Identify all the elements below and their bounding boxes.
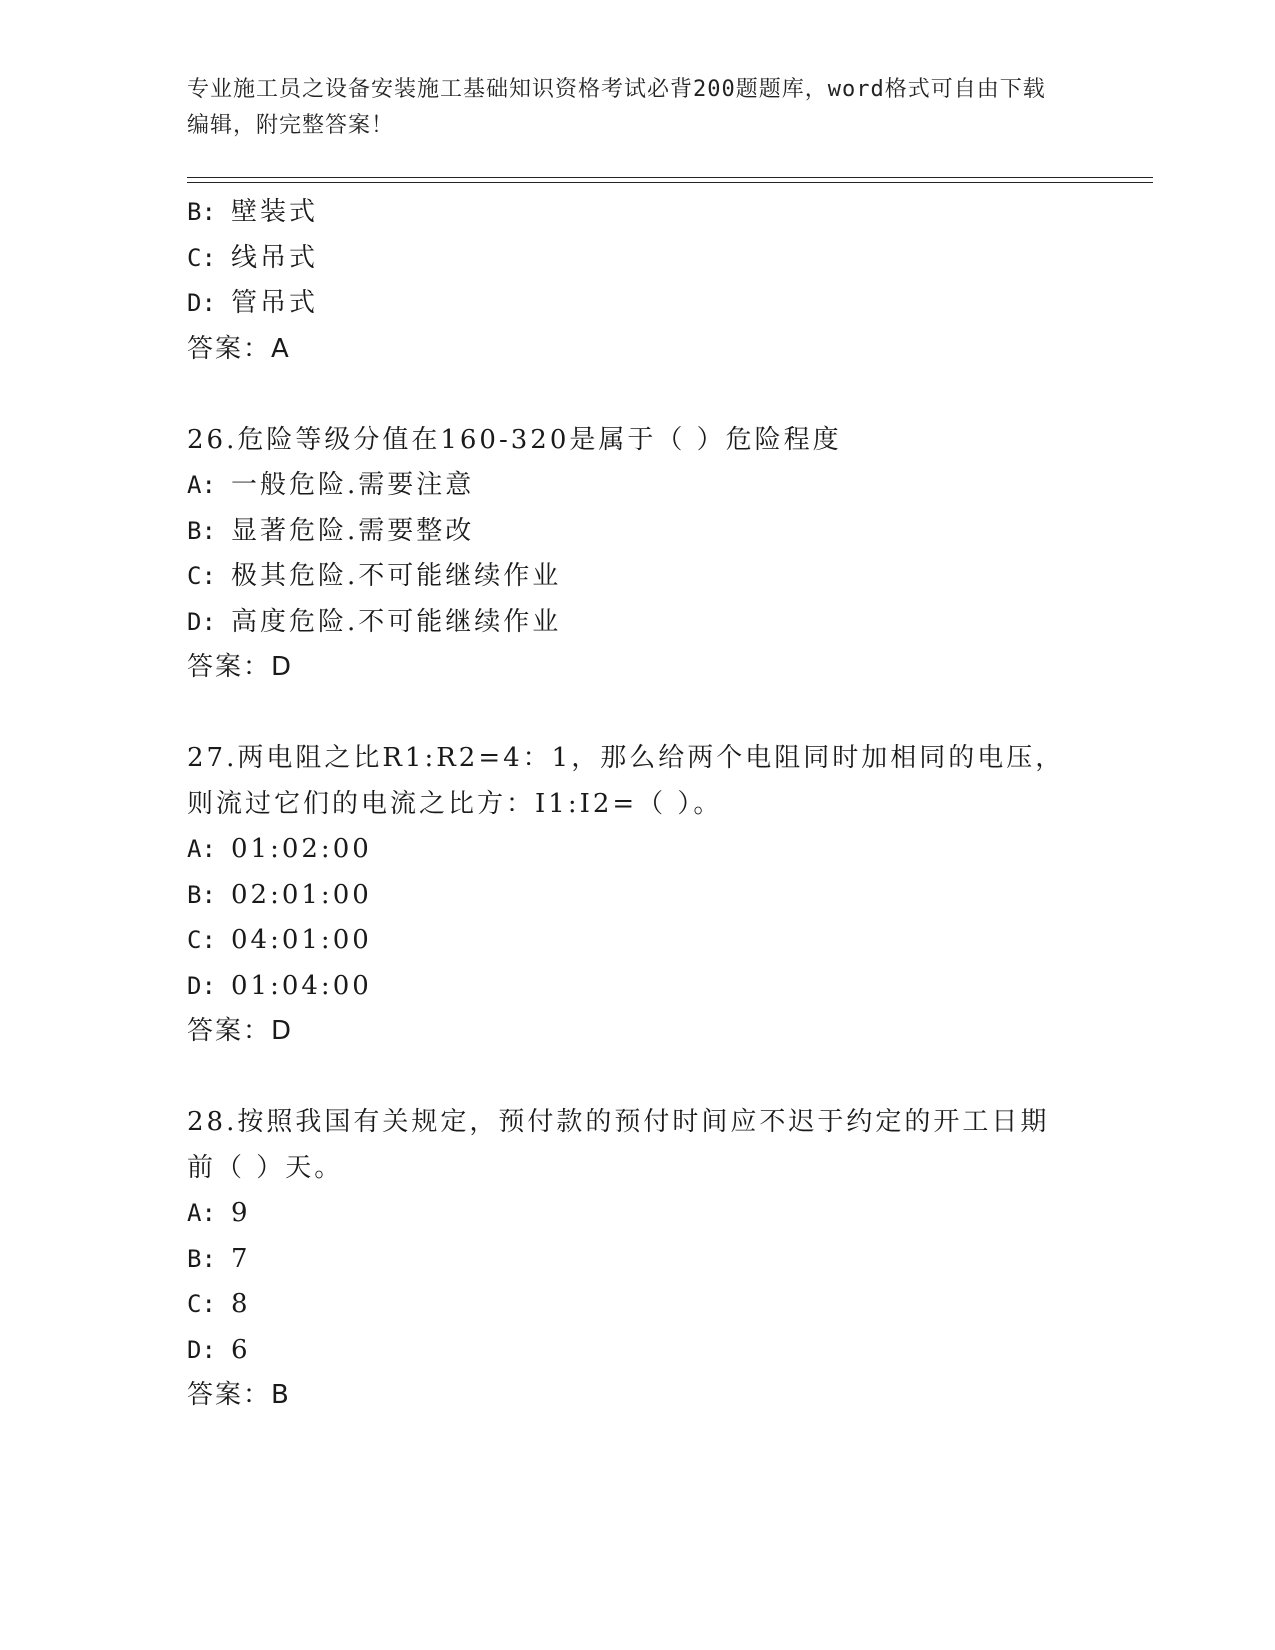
option-text: 8 — [231, 1289, 251, 1319]
option-text: 02:01:00 — [231, 879, 372, 910]
option-key: B: — [187, 516, 216, 545]
spacer — [187, 372, 1087, 418]
question-text: 28.按照我国有关规定，预付款的预付时间应不迟于约定的开工日期前（ ）天。 — [187, 1107, 1050, 1183]
spacer — [187, 691, 1087, 737]
question-26 — [187, 418, 1087, 691]
option-key: D: — [187, 971, 216, 1000]
option-line — [187, 964, 1087, 1010]
option-key: D: — [187, 289, 216, 317]
option-line — [187, 1191, 1087, 1237]
option-key: B: — [187, 880, 216, 909]
option-line — [187, 1237, 1087, 1283]
option-line — [187, 509, 1087, 555]
question-28 — [187, 1100, 1087, 1419]
option-text: 壁装式 — [231, 197, 319, 227]
option-key: D: — [187, 607, 216, 636]
option-line — [187, 463, 1087, 509]
option-key: D: — [187, 1335, 216, 1364]
option-text: 线吊式 — [231, 242, 319, 273]
option-text: 高度危险.不可能继续作业 — [231, 606, 562, 637]
answer-line: 答案：D — [187, 1016, 294, 1046]
option-key: B: — [187, 1244, 216, 1273]
option-line — [187, 236, 1087, 282]
option-key: A: — [187, 471, 216, 499]
document-header: 专业施工员之设备安装施工基础知识资格考试必背200题题库，word格式可自由下载编辑，附完整答案！ — [187, 77, 1046, 138]
option-text: 01:02:00 — [231, 834, 372, 864]
question-27 — [187, 736, 1087, 1055]
option-line — [187, 1282, 1087, 1328]
prev-question — [187, 190, 1087, 372]
option-text: 显著危险.需要整改 — [231, 515, 475, 546]
question-text: 26.危险等级分值在160-320是属于（ ）危险程度 — [187, 424, 842, 455]
answer-line: 答案：B — [187, 1380, 291, 1410]
answer-line: 答案：D — [187, 652, 294, 682]
option-line — [187, 281, 1087, 327]
header-rule-bottom — [187, 182, 1153, 183]
option-text: 04:01:00 — [231, 925, 372, 955]
option-key: B: — [187, 198, 216, 226]
question-list — [187, 190, 1087, 1419]
option-text: 极其危险.不可能继续作业 — [231, 561, 562, 591]
option-line — [187, 873, 1087, 919]
spacer — [187, 1055, 1087, 1101]
option-key: C: — [187, 926, 216, 954]
header-rule-top — [187, 177, 1153, 178]
option-key: A: — [187, 835, 216, 863]
option-line — [187, 918, 1087, 964]
option-text: 9 — [231, 1198, 251, 1228]
option-text: 一般危险.需要注意 — [231, 470, 475, 500]
option-text: 7 — [231, 1243, 251, 1274]
question-text: 27.两电阻之比R1:R2=4：1，那么给两个电阻同时加相同的电压，则流过它们的电流之比方：I1:I2=（ ）。 — [187, 743, 1065, 819]
option-line — [187, 600, 1087, 646]
option-key: A: — [187, 1199, 216, 1227]
option-line — [187, 827, 1087, 873]
option-key: C: — [187, 562, 216, 590]
option-key: C: — [187, 243, 216, 272]
option-text: 管吊式 — [231, 288, 319, 318]
option-line — [187, 190, 1087, 236]
answer-line: 答案：A — [187, 333, 291, 364]
option-text: 6 — [231, 1334, 251, 1365]
option-key: C: — [187, 1290, 216, 1318]
option-line — [187, 554, 1087, 600]
option-text: 01:04:00 — [231, 970, 372, 1001]
option-line — [187, 1328, 1087, 1374]
